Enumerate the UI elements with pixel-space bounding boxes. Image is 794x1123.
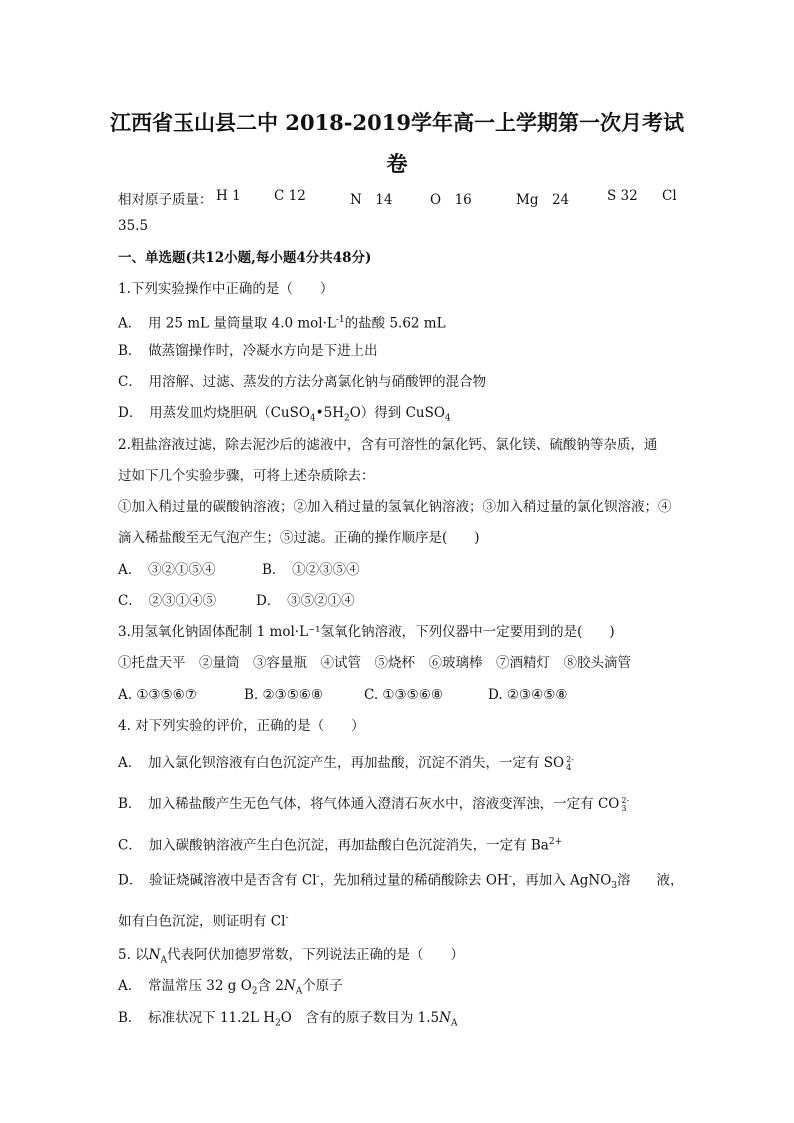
q1-option-d: D． 用蒸发皿灼烧胆矾$(CuSO_4•5H_2O)$得到 CuSO$_4$ <box>118 405 451 424</box>
q2-steps-line1: ①加入稍过量的碳酸钠溶液；②加入稍过量的氢氧化钠溶液；③加入稍过量的氯化钡溶液；④ <box>118 499 672 515</box>
atomic-mass-s: S 32 <box>607 188 638 204</box>
q1-option-a: A． 用 25 mL 量筒量取 4.0 $mol\cdot L^{-1}$的盐酸 5.62 mL <box>118 315 446 332</box>
q2-option-c: C． ②③①④⑤ <box>118 593 217 609</box>
atomic-mass-h: H 1 <box>216 188 241 204</box>
q5-stem: 5. 以$N_A$代表阿伏加德罗常数，下列说法正确的是（ ） <box>118 947 464 966</box>
q3-option-b: B. ②③⑤⑥⑧ <box>244 687 324 703</box>
atomic-mass-cl-value: 35.5 <box>118 218 149 234</box>
page-title: 江西省玉山县二中 2018-2019学年高一上学期第一次月考试 <box>110 110 684 135</box>
q2-stem-line2: 过如下几个实验步骤，可将上述杂质除去： <box>118 468 375 484</box>
atomic-mass-n: N 14 <box>350 192 393 208</box>
q2-option-d: D． ③⑤②①④ <box>256 593 355 609</box>
atomic-mass-mg: Mg 24 <box>516 192 570 208</box>
atomic-mass-cl: Cl <box>662 188 677 204</box>
q4-option-b: B． 加入稀盐酸产生无色气体，将气体通入澄清石灰水中，溶液变浑浊，一定有 CO 2- 3 <box>118 795 630 813</box>
q2-option-a: A． ③②①⑤④ <box>118 562 216 578</box>
q3-option-a: A. ①③⑤⑥⑦ <box>118 687 197 703</box>
q1-option-c: C． 用溶解、过滤、蒸发的方法分离氯化钠与硝酸钾的混合物 <box>118 374 487 390</box>
q4-option-c: C． 加入碳酸钠溶液产生白色沉淀，再加盐酸白色沉淀消失，一定有 $Ba^{2+}$ <box>118 837 563 854</box>
q2-steps-line2: 滴入稀盐酸至无气泡产生；⑤过滤。正确的操作顺序是( ) <box>118 530 480 546</box>
section-heading: 一、单选题(共12小题,每小题4分共48分) <box>118 250 372 266</box>
atomic-mass-label: 相对原子质量： <box>118 192 213 208</box>
q3-option-d: D. ②③④⑤⑧ <box>488 687 568 703</box>
q1-option-b: B． 做蒸馏操作时，冷凝水方向是下进上出 <box>118 343 378 359</box>
page-title-continued: 卷 <box>386 151 408 176</box>
q3-option-c: C. ①③⑤⑥⑧ <box>364 687 443 703</box>
q3-stem: 3.用氢氧化钠固体配制 1 mol·L⁻¹氢氧化钠溶液，下列仪器中一定要用到的是( ) <box>118 624 615 640</box>
q4-option-a: A． 加入氯化钡溶液有白色沉淀产生，再加盐酸，沉淀不消失，一定有 SO 2- 4 <box>118 754 574 772</box>
q5-option-a: A． 常温常压 32 g $O_2$含 $2N_A$个原子 <box>118 978 343 997</box>
q3-items: ①托盘天平 ②量筒 ③容量瓶 ④试管 ⑤烧杯 ⑥玻璃棒 ⑦酒精灯 ⑧胶头滴管 <box>118 655 631 671</box>
atomic-mass-o: O 16 <box>430 192 472 208</box>
q4-option-d-line1: D． 验证烧碱溶液中是否含有 Cl-，先加稍过量的稀硝酸除去 OH-，再加入 AgNO$_3$溶 液， <box>118 872 684 892</box>
q4-stem: 4. 对下列实验的评价，正确的是（ ） <box>118 718 365 734</box>
q5-option-b: B． 标准状况下 11.2L $H_2O$ 含有的原子数目为 $1.5N_A$ <box>118 1010 458 1029</box>
q4-option-d-line2: 如有白色沉淀，则证明有 Cl- <box>118 913 289 930</box>
atomic-mass-c: C 12 <box>274 188 306 204</box>
q1-stem: 1.下列实验操作中正确的是（ ） <box>118 281 334 297</box>
q2-option-b: B． ①②③⑤④ <box>262 562 360 578</box>
q2-stem-line1: 2.粗盐溶液过滤，除去泥沙后的滤液中，含有可溶性的氯化钙、氯化镁、硫酸钠等杂质，通 <box>118 437 658 453</box>
